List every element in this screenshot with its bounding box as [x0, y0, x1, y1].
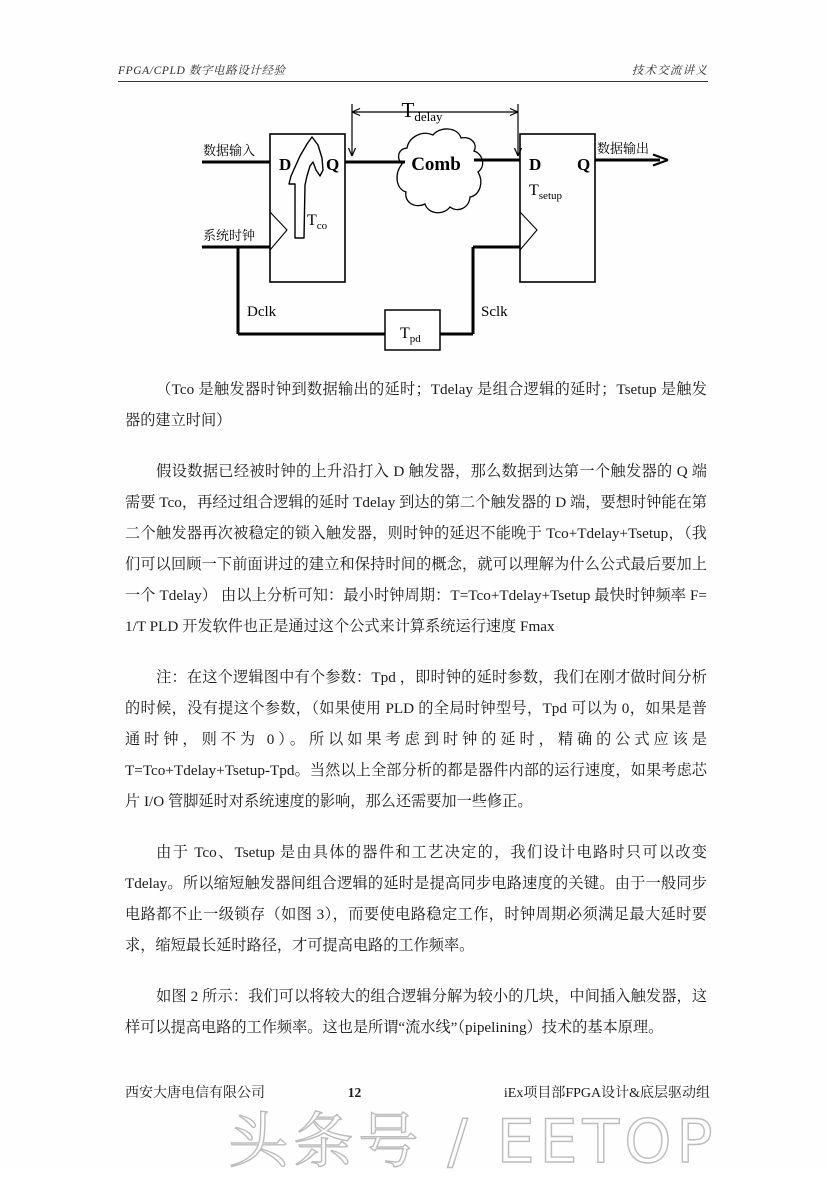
- flipflop2-clock-triangle: [520, 212, 537, 250]
- flipflop2-d-label: D: [529, 155, 542, 174]
- document-body: [125, 374, 707, 1057]
- header-row: [118, 56, 708, 78]
- paragraph-timing-analysis: 假设数据已经被时钟的上升沿打入 D 触发器，那么数据到达第一个触发器的 Q 端需要 Tco，再经过组合逻辑的延时 Tdelay 到达的第二个触发器的 D 端，要想时钟能在第二个触发器再次被稳定的锁入触发器，则时钟的延迟不能晚于 Tco+Tdelay+Tsetup，（我们可以回顾一下前面讲过的建立和保持时间的概念，就可以理解为什么公式最后要加上一个 Tdelay） 由以上分析可知：最小时钟周期：T=Tco+Tdelay+Tsetup 最快时钟频率 F= 1/T PLD 开发软件也正是通过这个公式来计算系统运行速度 Fmax: [125, 463, 707, 635]
- header-title-right: 技术交流讲义: [631, 65, 708, 77]
- flipflop1-clock-triangle: [270, 212, 287, 250]
- footer-department: iEx项目部FPGA设计&底层驱动组: [503, 1086, 710, 1101]
- flipflop1-d-label: D: [279, 155, 292, 174]
- dclk-label: Dclk: [247, 304, 277, 320]
- paragraph-definitions: （Tco 是触发器时钟到数据输出的延时；Tdelay 是组合逻辑的延时；Tsetup 是触发器的建立时间）: [125, 381, 707, 429]
- sys-clock-label: 系统时钟: [203, 229, 256, 244]
- tpd-label: $T_{pd}$: [400, 325, 421, 345]
- footer-company: 西安大唐电信有限公司: [125, 1086, 265, 1101]
- timing-diagram-svg: [190, 92, 680, 367]
- timing-diagram-figure: [190, 92, 680, 367]
- paragraph-tpd-note: 注：在这个逻辑图中有个参数：Tpd ，即时钟的延时参数，我们在刚才做时间分析的时候，没有提这个参数，（如果使用 PLD 的全局时钟型号，Tpd 可以为 0，如果是普通时钟，则不为 0）。所以如果考虑到时钟的延时，精确的公式应该是 T=Tco+Tdelay+Tsetup-Tpd。当然以上全部分析的都是器件内部的运行速度，如果考虑芯片 I/O 管脚延时对系统速度的影响，那么还需要加一些修正。: [125, 669, 707, 810]
- tsetup-label: $T_{setup}$: [529, 182, 563, 202]
- tco-label: $T_{co}$: [307, 212, 328, 232]
- sclk-label: Sclk: [481, 304, 508, 320]
- flipflop1-q-label: Q: [326, 155, 340, 174]
- comb-label: Comb: [411, 154, 461, 175]
- watermark-eetop: 头条号 / EETOP: [228, 1107, 718, 1177]
- paragraph-tdelay-key: 由于 Tco、Tsetup 是由具体的器件和工艺决定的，我们设计电路时只可以改变 Tdelay。所以缩短触发器间组合逻辑的延时是提高同步电路速度的关键。由于一般同步电路都不止一级锁存（如图 3），而要使电路稳定工作，时钟周期必须满足最大延时要求，缩短最长延时路径，才可提高电路的工作频率。: [125, 844, 707, 954]
- header-title-left: FPGA/CPLD 数字电路设计经验: [118, 65, 286, 77]
- data-in-label: 数据输入: [203, 144, 256, 159]
- header-divider: [118, 81, 708, 82]
- data-out-label: 数据输出: [597, 142, 650, 157]
- footer-page-number: 12: [347, 1085, 362, 1100]
- flipflop2-q-label: Q: [577, 155, 591, 174]
- page-footer: [125, 1082, 710, 1102]
- page-header: [118, 56, 708, 82]
- tdelay-label: Tdelay: [401, 98, 443, 124]
- paragraph-pipelining: 如图 2 所示：我们可以将较大的组合逻辑分解为较小的几块，中间插入触发器，这样可以提高电路的工作频率。这也是所谓“流水线”（pipelining）技术的基本原理。: [125, 988, 707, 1036]
